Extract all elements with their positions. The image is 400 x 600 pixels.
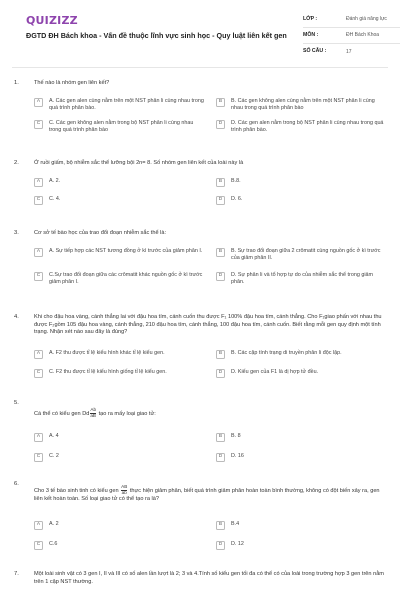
option-c[interactable] xyxy=(34,369,204,378)
meta-key: LỚP : xyxy=(303,15,318,22)
question-text: Ở ruồi giấm, bộ nhiễm sắc thể lưỡng bội 2n= 8. Số nhóm gen liên kết của loài này là xyxy=(34,160,244,166)
option-text: A. 4 xyxy=(49,433,59,439)
meta-key: SỐ CÂU : xyxy=(303,48,327,55)
option-c[interactable] xyxy=(34,120,204,135)
question-text xyxy=(34,400,386,419)
options-grid xyxy=(34,248,386,286)
option-text: B. 8 xyxy=(231,433,241,439)
option-letter: C xyxy=(34,196,43,205)
genotype-fraction xyxy=(121,485,127,496)
option-letter: A xyxy=(34,433,43,442)
question-number: 1. xyxy=(14,80,19,86)
question-2 xyxy=(14,160,386,220)
option-text: C. 2 xyxy=(49,453,59,459)
meta-row-count xyxy=(303,44,400,60)
option-text: D. Các gen alen nằm trong bộ NST phân li cùng nhau trong quá trình phân bào. xyxy=(231,119,384,133)
option-text: D. 6. xyxy=(231,196,243,202)
option-a[interactable] xyxy=(34,521,204,530)
option-letter: B xyxy=(216,98,225,107)
question-text: Cơ sở tế bào học của trao đổi đoạn nhiễm sắc thể là: xyxy=(34,230,167,236)
option-letter: A xyxy=(34,350,43,359)
question-text-before: Cho 3 tế bào sinh tinh có kiểu gen xyxy=(34,487,119,494)
question-1 xyxy=(14,80,386,150)
option-c[interactable] xyxy=(34,453,204,462)
option-letter: B xyxy=(216,178,225,187)
option-text: B. Các gen không alen cùng nằm trên một NST phân li cùng nhau trong quá trình phân bào xyxy=(231,98,375,112)
options-grid xyxy=(34,433,386,462)
option-d[interactable] xyxy=(216,120,386,135)
option-text: C.6 xyxy=(49,541,58,547)
question-number: 7. xyxy=(14,571,19,577)
option-text: D. 12 xyxy=(231,541,244,547)
meta-table xyxy=(303,12,400,60)
option-text: D. Sự phân li và tổ hợp tự do của nhiễm sắc thể trong giảm phân. xyxy=(231,271,373,285)
question-text: Thế nào là nhóm gen liên kết? xyxy=(34,80,110,86)
option-text: A. 2 xyxy=(49,521,59,527)
option-text: B.8. xyxy=(231,178,241,184)
option-a[interactable] xyxy=(34,248,204,263)
genotype-bottom: aB xyxy=(90,412,96,418)
option-d[interactable] xyxy=(216,541,386,550)
option-a[interactable] xyxy=(34,178,204,187)
option-letter: B xyxy=(216,350,225,359)
option-letter: D xyxy=(216,120,225,129)
meta-value: 17 xyxy=(346,48,352,55)
option-letter: A xyxy=(34,98,43,107)
question-4 xyxy=(14,314,386,394)
genotype-top: Ab xyxy=(90,407,96,412)
question-5 xyxy=(14,400,386,472)
option-d[interactable] xyxy=(216,453,386,462)
question-number: 4. xyxy=(14,314,19,320)
option-d[interactable] xyxy=(216,196,386,205)
question-6 xyxy=(14,481,386,561)
question-text-before: Cá thể có kiểu gen xyxy=(34,410,81,417)
option-c[interactable] xyxy=(34,272,204,287)
option-letter: D xyxy=(216,272,225,281)
options-grid xyxy=(34,350,386,378)
option-letter: B xyxy=(216,521,225,530)
option-b[interactable] xyxy=(216,98,386,113)
option-d[interactable] xyxy=(216,272,386,287)
option-text: A. F2 thu được tỉ lệ kiểu hình khác tỉ lệ kiểu gen. xyxy=(49,350,165,356)
option-letter: D xyxy=(216,196,225,205)
option-text: A. 2. xyxy=(49,178,61,184)
option-letter: A xyxy=(34,248,43,257)
question-number: 2. xyxy=(14,160,19,166)
question-number: 6. xyxy=(14,481,19,487)
worksheet-title: ĐGTD ĐH Bách khoa - Vấn đề thuộc lĩnh vực sinh học - Quy luật liên kết gen xyxy=(26,31,287,40)
worksheet-header xyxy=(12,0,388,68)
option-text: B.4 xyxy=(231,521,240,527)
option-text: B. Các cặp tính trạng di truyền phân li độc lập. xyxy=(231,350,342,356)
option-b[interactable] xyxy=(216,521,386,530)
option-letter: B xyxy=(216,248,225,257)
option-text: C.Sự trao đổi đoạn giữa các crômatit khác nguồn gốc ở kì trước giảm phân I. xyxy=(49,271,203,285)
question-text-after: tạo ra mấy loại giao tử: xyxy=(98,410,156,417)
option-letter: D xyxy=(216,453,225,462)
option-letter: A xyxy=(34,178,43,187)
options-grid xyxy=(34,98,386,134)
option-text: A. Sự tiếp hợp các NST tương đồng ở kì trước của giảm phân I. xyxy=(49,248,203,254)
option-letter: C xyxy=(34,369,43,378)
option-letter: B xyxy=(216,433,225,442)
option-letter: D xyxy=(216,369,225,378)
option-a[interactable] xyxy=(34,98,204,113)
meta-value: Đánh giá năng lực xyxy=(346,16,387,23)
genotype-top: AB xyxy=(121,484,128,489)
option-text: A. Các gen alen cùng nằm trên một NST phân li cùng nhau trong quá trình phân bào. xyxy=(49,98,204,112)
question-3 xyxy=(14,230,386,305)
option-letter: D xyxy=(216,541,225,550)
option-text: D. Kiểu gen của F1 là dị hợp tử đều. xyxy=(231,369,319,375)
option-letter: A xyxy=(34,521,43,530)
meta-value: ĐH Bách Khoa xyxy=(346,32,380,39)
question-text-after: thực hiện giảm phân, biết quá trình giảm phân hoàn toàn bình thường, không có đột biến xảy ra, gen liên kết hoàn toàn. Số loại giao tử có thể tạo ra là? xyxy=(34,487,380,502)
option-text: C. F2 thu được tỉ lệ kiểu hình giống tỉ lệ kiểu gen. xyxy=(49,369,167,375)
option-letter: C xyxy=(34,272,43,281)
options-grid xyxy=(34,521,386,550)
quizizz-logo: QUIZIZZ xyxy=(26,14,78,27)
option-c[interactable] xyxy=(34,196,204,205)
genotype-bottom: ab xyxy=(121,489,127,495)
option-b[interactable] xyxy=(216,350,386,359)
question-7 xyxy=(14,571,386,597)
option-d[interactable] xyxy=(216,369,386,378)
option-letter: C xyxy=(34,453,43,462)
option-text: D. 16 xyxy=(231,453,244,459)
genotype-formula xyxy=(82,408,97,419)
genotype-formula xyxy=(120,485,128,496)
option-letter: C xyxy=(34,120,43,129)
option-b[interactable] xyxy=(216,178,386,187)
option-letter: C xyxy=(34,541,43,550)
question-text: Một loài sinh vật có 3 gen I, II và III có số alen lần lượt là 2; 3 và 4.Tính số kiểu gen tối đa có thể có của loài trong trường hợp 3 gen trên nằm trên 1 cặp NST thường. xyxy=(34,571,384,585)
option-b[interactable] xyxy=(216,433,386,442)
option-text: C. 4. xyxy=(49,196,61,202)
question-text: Khi cho đậu hoa vàng, cánh thẳng lai với đậu hoa tím, cánh cuốn thu được F₁ 100% đậu hoa tím, cánh thẳng. Cho F₁giao phấn với nhau thu được F₂gồm 105 đậu hoa vàng, cánh thẳng, 210 đậu hoa tím, cánh thẳng, 100 đậu hoa tím, cánh cuốn. Biết rằng mỗi gen quy định một tính trạng. Nhận xét nào sau đây là đúng? xyxy=(34,314,382,336)
question-number: 3. xyxy=(14,230,19,236)
genotype-fraction xyxy=(90,408,96,419)
option-b[interactable] xyxy=(216,248,386,263)
meta-row-class xyxy=(303,12,400,28)
option-a[interactable] xyxy=(34,350,204,359)
meta-row-subject xyxy=(303,28,400,44)
meta-key: MÔN : xyxy=(303,31,319,38)
question-number: 5. xyxy=(14,400,19,406)
option-a[interactable] xyxy=(34,433,204,442)
genotype-prefix: Dd xyxy=(82,410,90,417)
option-text: B. Sự trao đổi đoạn giữa 2 crômatit cùng nguồn gốc ở kì trước của giảm phân II. xyxy=(231,248,381,262)
option-c[interactable] xyxy=(34,541,204,550)
option-text: C. Các gen không alen nằm trong bộ NST phân li cùng nhau trong quá trình phân bào xyxy=(49,119,194,133)
question-text xyxy=(34,481,386,503)
options-grid xyxy=(34,178,386,205)
